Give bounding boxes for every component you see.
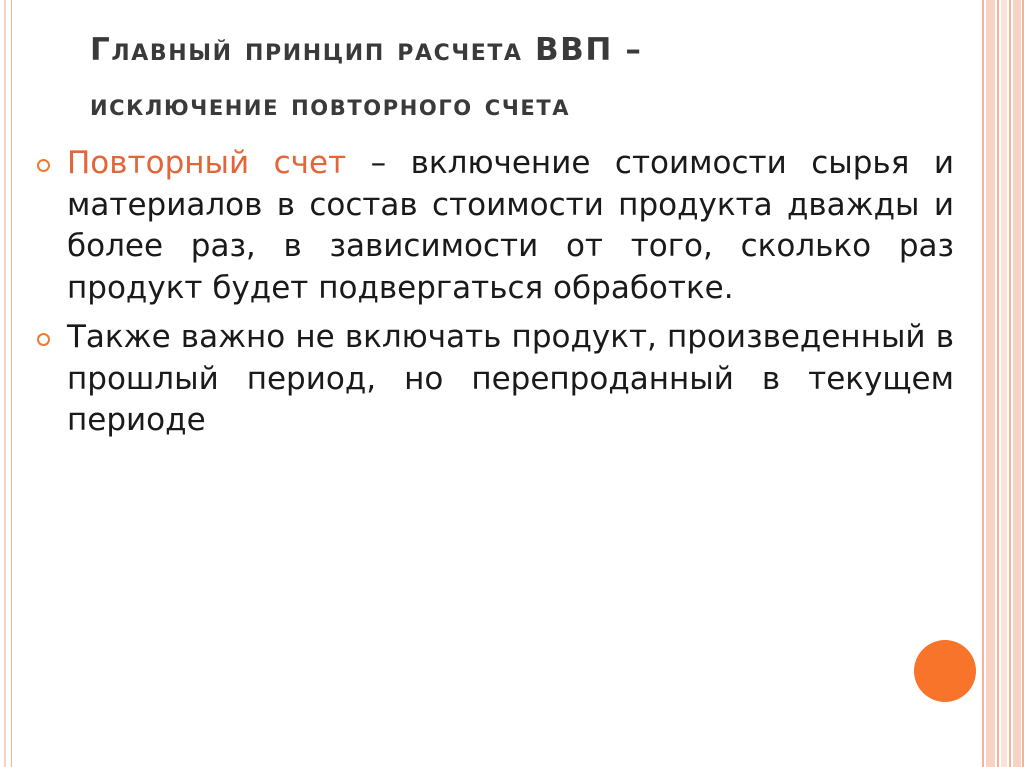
bullet-text: Также важно не включать продукт, произведенный в прошлый период, но перепроданный в текущем периоде (67, 319, 954, 438)
bullet-text: – включение стоимости сырья и материалов в состав стоимости продукта дважды и более раз, в зависимости от того, сколько раз продукт будет подвергаться обработке. (67, 145, 954, 306)
hollow-circle-bullet-icon (37, 333, 50, 346)
right-stripes-decoration (982, 0, 1024, 767)
bullet-item (36, 143, 954, 309)
bullet-item (36, 317, 954, 442)
hollow-circle-bullet-icon (37, 159, 50, 172)
orange-circle-decoration (914, 640, 976, 702)
bullet-term: Повторный счет (67, 145, 347, 181)
title-line-1: Главный принцип расчета ВВП – (90, 32, 643, 68)
left-border-decoration (0, 0, 12, 767)
slide-title (90, 22, 950, 134)
title-line-2: исключение повторного счета (90, 88, 571, 123)
slide-body (36, 143, 954, 450)
